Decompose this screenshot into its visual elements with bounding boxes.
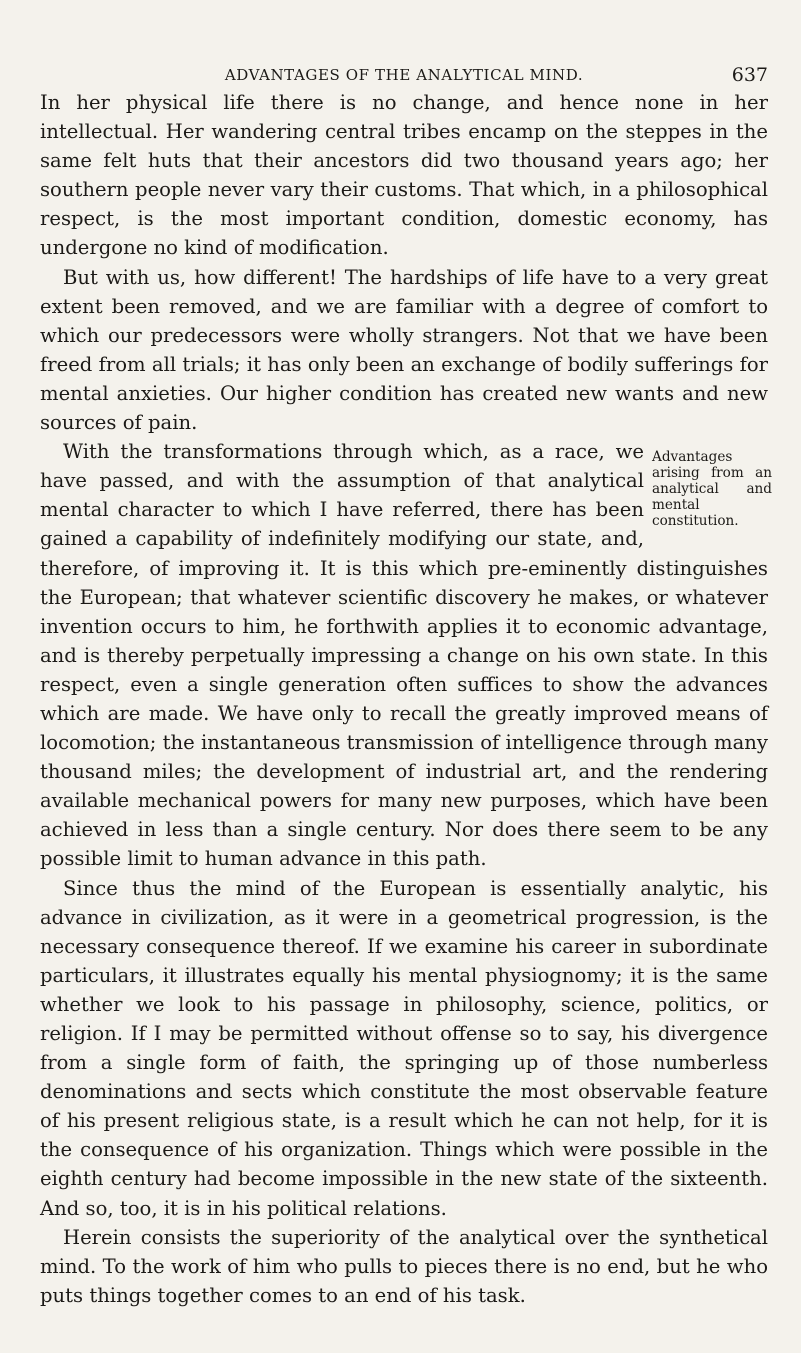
running-title: ADVANTAGES OF THE ANALYTICAL MIND. xyxy=(224,66,584,84)
paragraph-3: With the transformations through which, as a race, we have passed, and with the assumption of that analytical mental character to which I have referred, there has been gained a capability of indefinitely modifying our state, and, therefore, of improving it. It is this which pre-eminently distinguishes the European; that whatever scientific discovery he makes, or whatever invention occurs to him, he forthwith applies it to economic advantage, and is thereby perpetually impressing a change on his own state. In this respect, even a single generation often suffices to show the advances which are made. We have only to recall the greatly improved means of locomotion; the instantaneous transmission of intelligence through many thousand miles; the development of industrial art, and the rendering available mechanical powers for many new purposes, which have been achieved in less than a single century. Nor does there seem to be any possible limit to human advance in this path. xyxy=(40,440,768,871)
paragraph-1: In her physical life there is no change, and hence none in her intellectual. Her wandering central tribes encamp on the steppes in the same felt huts that their ancestors did two thousand years ago; her southern people never vary their customs. That which, in a philosophical respect, is the most important condition, domestic economy, has undergone no kind of modification. xyxy=(40,91,768,260)
page-number: 637 xyxy=(731,64,768,86)
body-text xyxy=(40,88,772,1310)
paragraph-2: But with us, how different! The hardships of life have to a very great extent been removed, and we are familiar with a degree of comfort to which our predecessors were wholly strangers. Not that we have been freed from all trials; it has only been an exchange of bodily sufferings for mental anxieties. Our higher condition has created new wants and new sources of pain. xyxy=(40,265,768,435)
paragraph-5: Herein consists the superiority of the analytical over the synthetical mind. To the work of him who pulls to pieces there is no end, but he who puts things together comes to an end of his task. xyxy=(40,1225,768,1307)
paragraph-4: Since thus the mind of the European is essentially analytic, his advance in civilization, as it were in a geometrical progression, is the necessary consequence thereof. If we examine his career in subordinate particulars, it illustrates equally his mental physiognomy; it is the same whether we look to his passage in philosophy, science, politics, or religion. If I may be permitted without offense so to say, his divergence from a single form of faith, the springing up of those numberless denominations and sects which constitute the most observable feature of his present religious state, is a result which he can not help, for it is the consequence of his organization. Things which were possible in the eighth century had become impossible in the new state of the sixteenth. And so, too, it is in his political relations. xyxy=(40,876,768,1220)
running-head xyxy=(40,66,768,90)
marginal-note: Advantages arising from an analytical and mental constitution. xyxy=(652,449,772,530)
